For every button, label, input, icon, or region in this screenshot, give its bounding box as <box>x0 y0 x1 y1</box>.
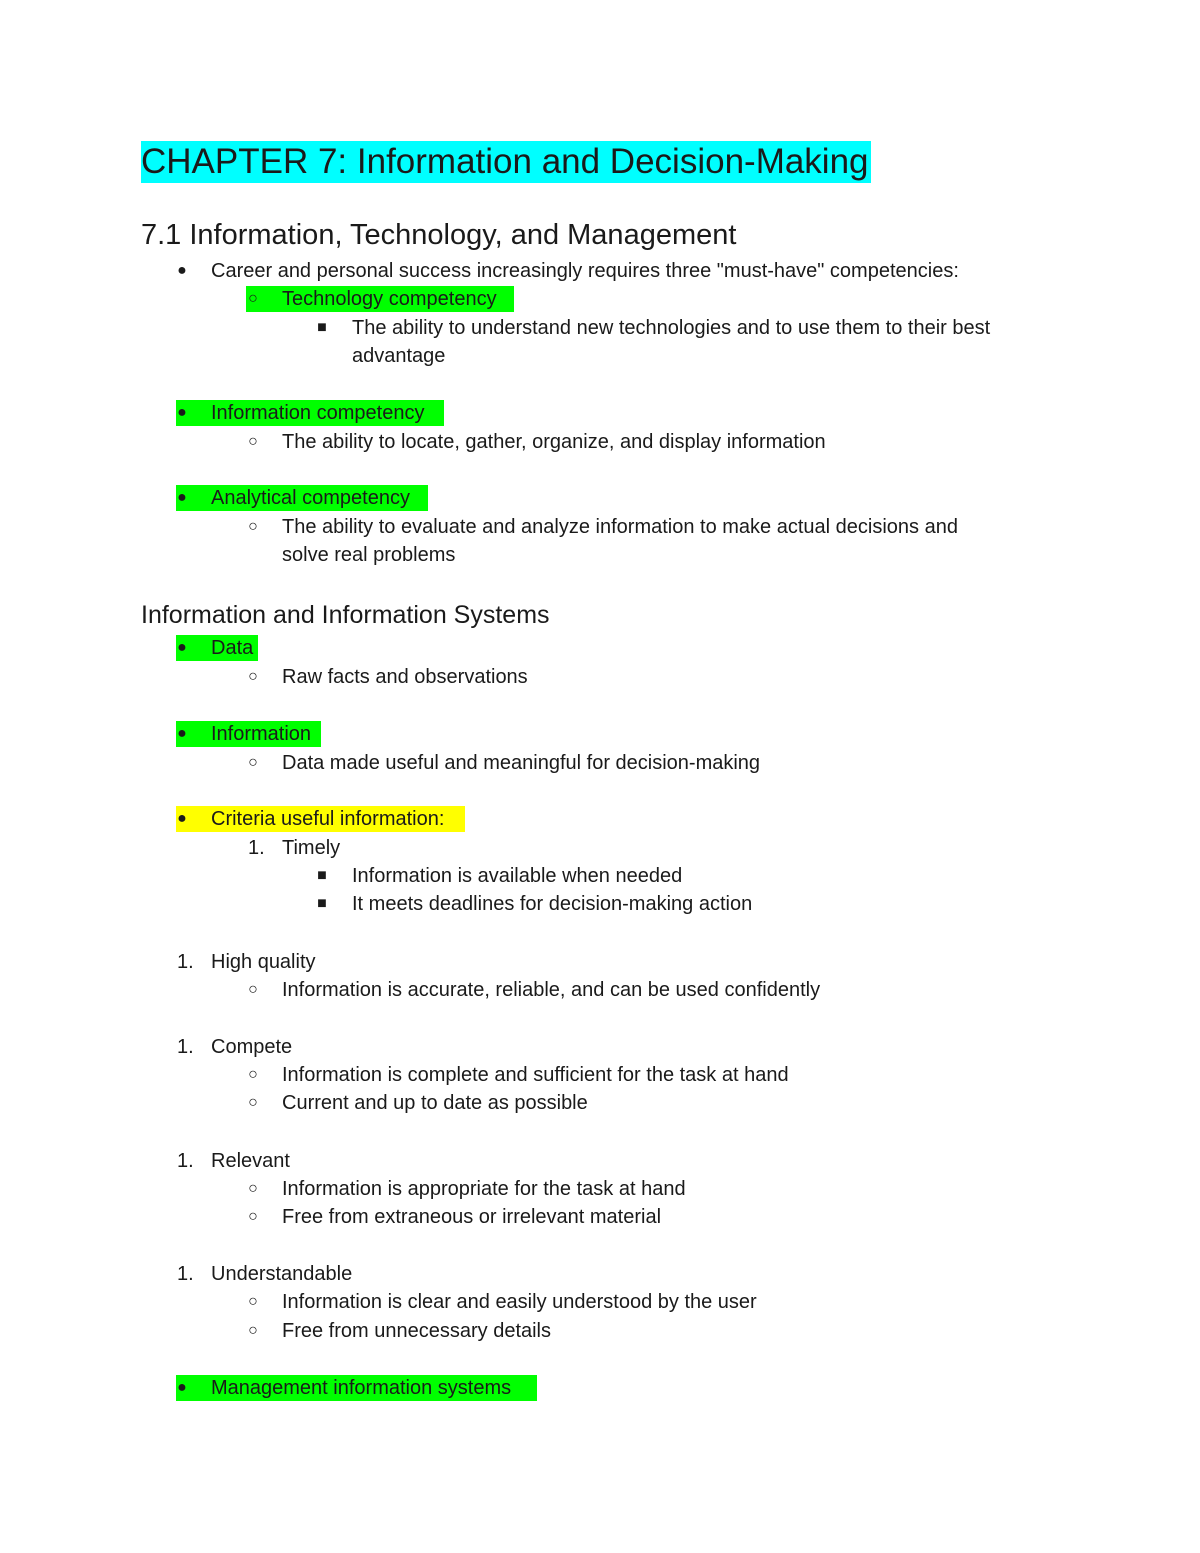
criterion-number: 1. <box>248 837 265 859</box>
criterion-name: Understandable <box>211 1263 353 1285</box>
data-label: Data <box>211 637 254 659</box>
criterion-point: Free from unnecessary details <box>282 1320 552 1342</box>
criterion-number: 1. <box>177 1150 194 1172</box>
filled-bullet-icon: ● <box>177 489 187 506</box>
criterion-name: High quality <box>211 951 316 973</box>
chapter-title: CHAPTER 7: Information and Decision-Making <box>141 142 869 181</box>
criterion-number: 1. <box>177 951 194 973</box>
hollow-bullet-icon: ○ <box>248 1066 258 1083</box>
tech-competency-label: Technology competency <box>282 288 497 310</box>
hollow-bullet-icon: ○ <box>248 1208 258 1225</box>
criterion-number: 1. <box>177 1036 194 1058</box>
criterion-point: Free from extraneous or irrelevant material <box>282 1206 662 1228</box>
square-bullet-icon: ■ <box>317 319 327 336</box>
information-label: Information <box>211 723 312 745</box>
hollow-bullet-icon: ○ <box>248 1180 258 1197</box>
criterion-point: Information is available when needed <box>352 865 683 887</box>
criterion-name: Timely <box>282 837 341 859</box>
square-bullet-icon: ■ <box>317 867 327 884</box>
section-heading-info-systems: Information and Information Systems <box>141 601 550 629</box>
filled-bullet-icon: ● <box>177 1379 187 1396</box>
hollow-bullet-icon: ○ <box>248 290 258 307</box>
criterion-point: Information is appropriate for the task at hand <box>282 1178 686 1200</box>
filled-bullet-icon: ● <box>177 404 187 421</box>
info-competency-label: Information competency <box>211 402 425 424</box>
criterion-name: Compete <box>211 1036 293 1058</box>
analytical-competency-desc-2: solve real problems <box>282 544 456 566</box>
hollow-bullet-icon: ○ <box>248 433 258 450</box>
analytical-competency-label: Analytical competency <box>211 487 410 509</box>
criterion-point: Information is complete and sufficient for the task at hand <box>282 1064 789 1086</box>
tech-competency-desc-1: The ability to understand new technologies and to use them to their best <box>352 317 991 339</box>
data-desc: Raw facts and observations <box>282 666 528 688</box>
filled-bullet-icon: ● <box>177 810 187 827</box>
filled-bullet-icon: ● <box>177 639 187 656</box>
hollow-bullet-icon: ○ <box>248 1094 258 1111</box>
criterion-name: Relevant <box>211 1150 290 1172</box>
hollow-bullet-icon: ○ <box>248 1293 258 1310</box>
section-heading-7-1: 7.1 Information, Technology, and Management <box>141 219 737 251</box>
criterion-point: It meets deadlines for decision-making action <box>352 893 753 915</box>
information-desc: Data made useful and meaningful for decision-making <box>282 752 761 774</box>
tech-competency-desc-2: advantage <box>352 345 446 367</box>
criteria-label: Criteria useful information: <box>211 808 445 830</box>
hollow-bullet-icon: ○ <box>248 754 258 771</box>
mis-label: Management information systems <box>211 1377 512 1399</box>
hollow-bullet-icon: ○ <box>248 668 258 685</box>
square-bullet-icon: ■ <box>317 895 327 912</box>
competencies-intro: Career and personal success increasingly requires three "must-have" competencies: <box>211 260 959 282</box>
info-competency-desc: The ability to locate, gather, organize, and display information <box>282 431 826 453</box>
criterion-point: Information is clear and easily understood by the user <box>282 1291 757 1313</box>
filled-bullet-icon: ● <box>177 262 187 279</box>
filled-bullet-icon: ● <box>177 725 187 742</box>
hollow-bullet-icon: ○ <box>248 518 258 535</box>
hollow-bullet-icon: ○ <box>248 981 258 998</box>
analytical-competency-desc-1: The ability to evaluate and analyze information to make actual decisions and <box>282 516 958 538</box>
criterion-point: Information is accurate, reliable, and can be used confidently <box>282 979 821 1001</box>
criterion-number: 1. <box>177 1263 194 1285</box>
hollow-bullet-icon: ○ <box>248 1322 258 1339</box>
criterion-point: Current and up to date as possible <box>282 1092 588 1114</box>
